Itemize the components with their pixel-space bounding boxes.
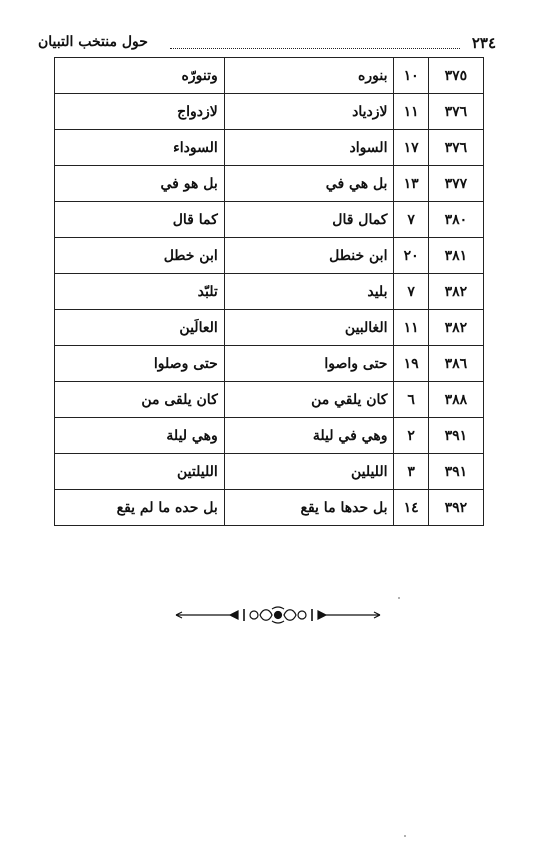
page-number-cell: ٣٨٢	[428, 274, 483, 310]
line-number-cell: ١٧	[394, 130, 428, 166]
divider-flourish-icon	[172, 604, 384, 626]
page-number-cell: ٣٨٨	[428, 382, 483, 418]
erroneous-text-cell: الغالبين	[224, 310, 394, 346]
erroneous-text-cell: السواد	[224, 130, 394, 166]
page-number-cell: ٣٧٥	[428, 58, 483, 94]
table-row	[55, 202, 484, 238]
running-title: حول منتخب التبيان	[38, 34, 148, 50]
erroneous-text-cell: وهي في ليلة	[224, 418, 394, 454]
page-number-cell: ٣٨٦	[428, 346, 483, 382]
corrected-text-cell: حتى وصلوا	[55, 346, 225, 382]
table-row	[55, 58, 484, 94]
corrected-text-cell: كان يلقى من	[55, 382, 225, 418]
erroneous-text-cell: بليد	[224, 274, 394, 310]
page-number-cell: ٣٧٦	[428, 130, 483, 166]
corrected-text-cell: تلبّد	[55, 274, 225, 310]
line-number-cell: ٢	[394, 418, 428, 454]
erroneous-text-cell: حتى واصوا	[224, 346, 394, 382]
line-number-cell: ١٩	[394, 346, 428, 382]
page-number: ٢٣٤	[471, 34, 496, 52]
erroneous-text-cell: بنوره	[224, 58, 394, 94]
page-number-cell: ٣٨١	[428, 238, 483, 274]
page-number-cell: ٣٩١	[428, 454, 483, 490]
line-number-cell: ١٠	[394, 58, 428, 94]
line-number-cell: ٢٠	[394, 238, 428, 274]
running-header	[38, 34, 496, 54]
corrected-text-cell: العالَين	[55, 310, 225, 346]
table-row	[55, 166, 484, 202]
corrected-text-cell: السوداء	[55, 130, 225, 166]
table-row	[55, 454, 484, 490]
table-row	[55, 418, 484, 454]
paper-speck	[404, 835, 406, 837]
line-number-cell: ١٣	[394, 166, 428, 202]
line-number-cell: ١٤	[394, 490, 428, 526]
line-number-cell: ١١	[394, 94, 428, 130]
corrected-text-cell: وتنورّه	[55, 58, 225, 94]
table-row	[55, 238, 484, 274]
table-row	[55, 94, 484, 130]
corrected-text-cell: بل هو في	[55, 166, 225, 202]
corrected-text-cell: وهي ليلة	[55, 418, 225, 454]
line-number-cell: ٦	[394, 382, 428, 418]
erroneous-text-cell: الليلين	[224, 454, 394, 490]
errata-table	[54, 57, 484, 526]
corrected-text-cell: كما قال	[55, 202, 225, 238]
table-row	[55, 346, 484, 382]
corrected-text-cell: الليلتين	[55, 454, 225, 490]
table-row	[55, 310, 484, 346]
erroneous-text-cell: ابن خنطل	[224, 238, 394, 274]
page-number-cell: ٣٧٧	[428, 166, 483, 202]
line-number-cell: ٧	[394, 202, 428, 238]
table-row	[55, 274, 484, 310]
corrected-text-cell: ابن خطل	[55, 238, 225, 274]
table-row	[55, 130, 484, 166]
page-number-cell: ٣٧٦	[428, 94, 483, 130]
page-number-cell: ٣٨٠	[428, 202, 483, 238]
corrected-text-cell: بل حده ما لم يقع	[55, 490, 225, 526]
header-dotted-leader	[170, 48, 460, 49]
page-number-cell: ٣٨٢	[428, 310, 483, 346]
table-row	[55, 382, 484, 418]
erroneous-text-cell: لازدياد	[224, 94, 394, 130]
corrected-text-cell: لازدواج	[55, 94, 225, 130]
page-number-cell: ٣٩٢	[428, 490, 483, 526]
erroneous-text-cell: بل حدها ما يقع	[224, 490, 394, 526]
erroneous-text-cell: بل هي في	[224, 166, 394, 202]
erroneous-text-cell: كان يلقي من	[224, 382, 394, 418]
line-number-cell: ١١	[394, 310, 428, 346]
page-number-cell: ٣٩١	[428, 418, 483, 454]
table-row	[55, 490, 484, 526]
line-number-cell: ٣	[394, 454, 428, 490]
paper-speck	[398, 597, 400, 599]
line-number-cell: ٧	[394, 274, 428, 310]
erroneous-text-cell: كمال قال	[224, 202, 394, 238]
errata-table-body	[55, 58, 484, 526]
